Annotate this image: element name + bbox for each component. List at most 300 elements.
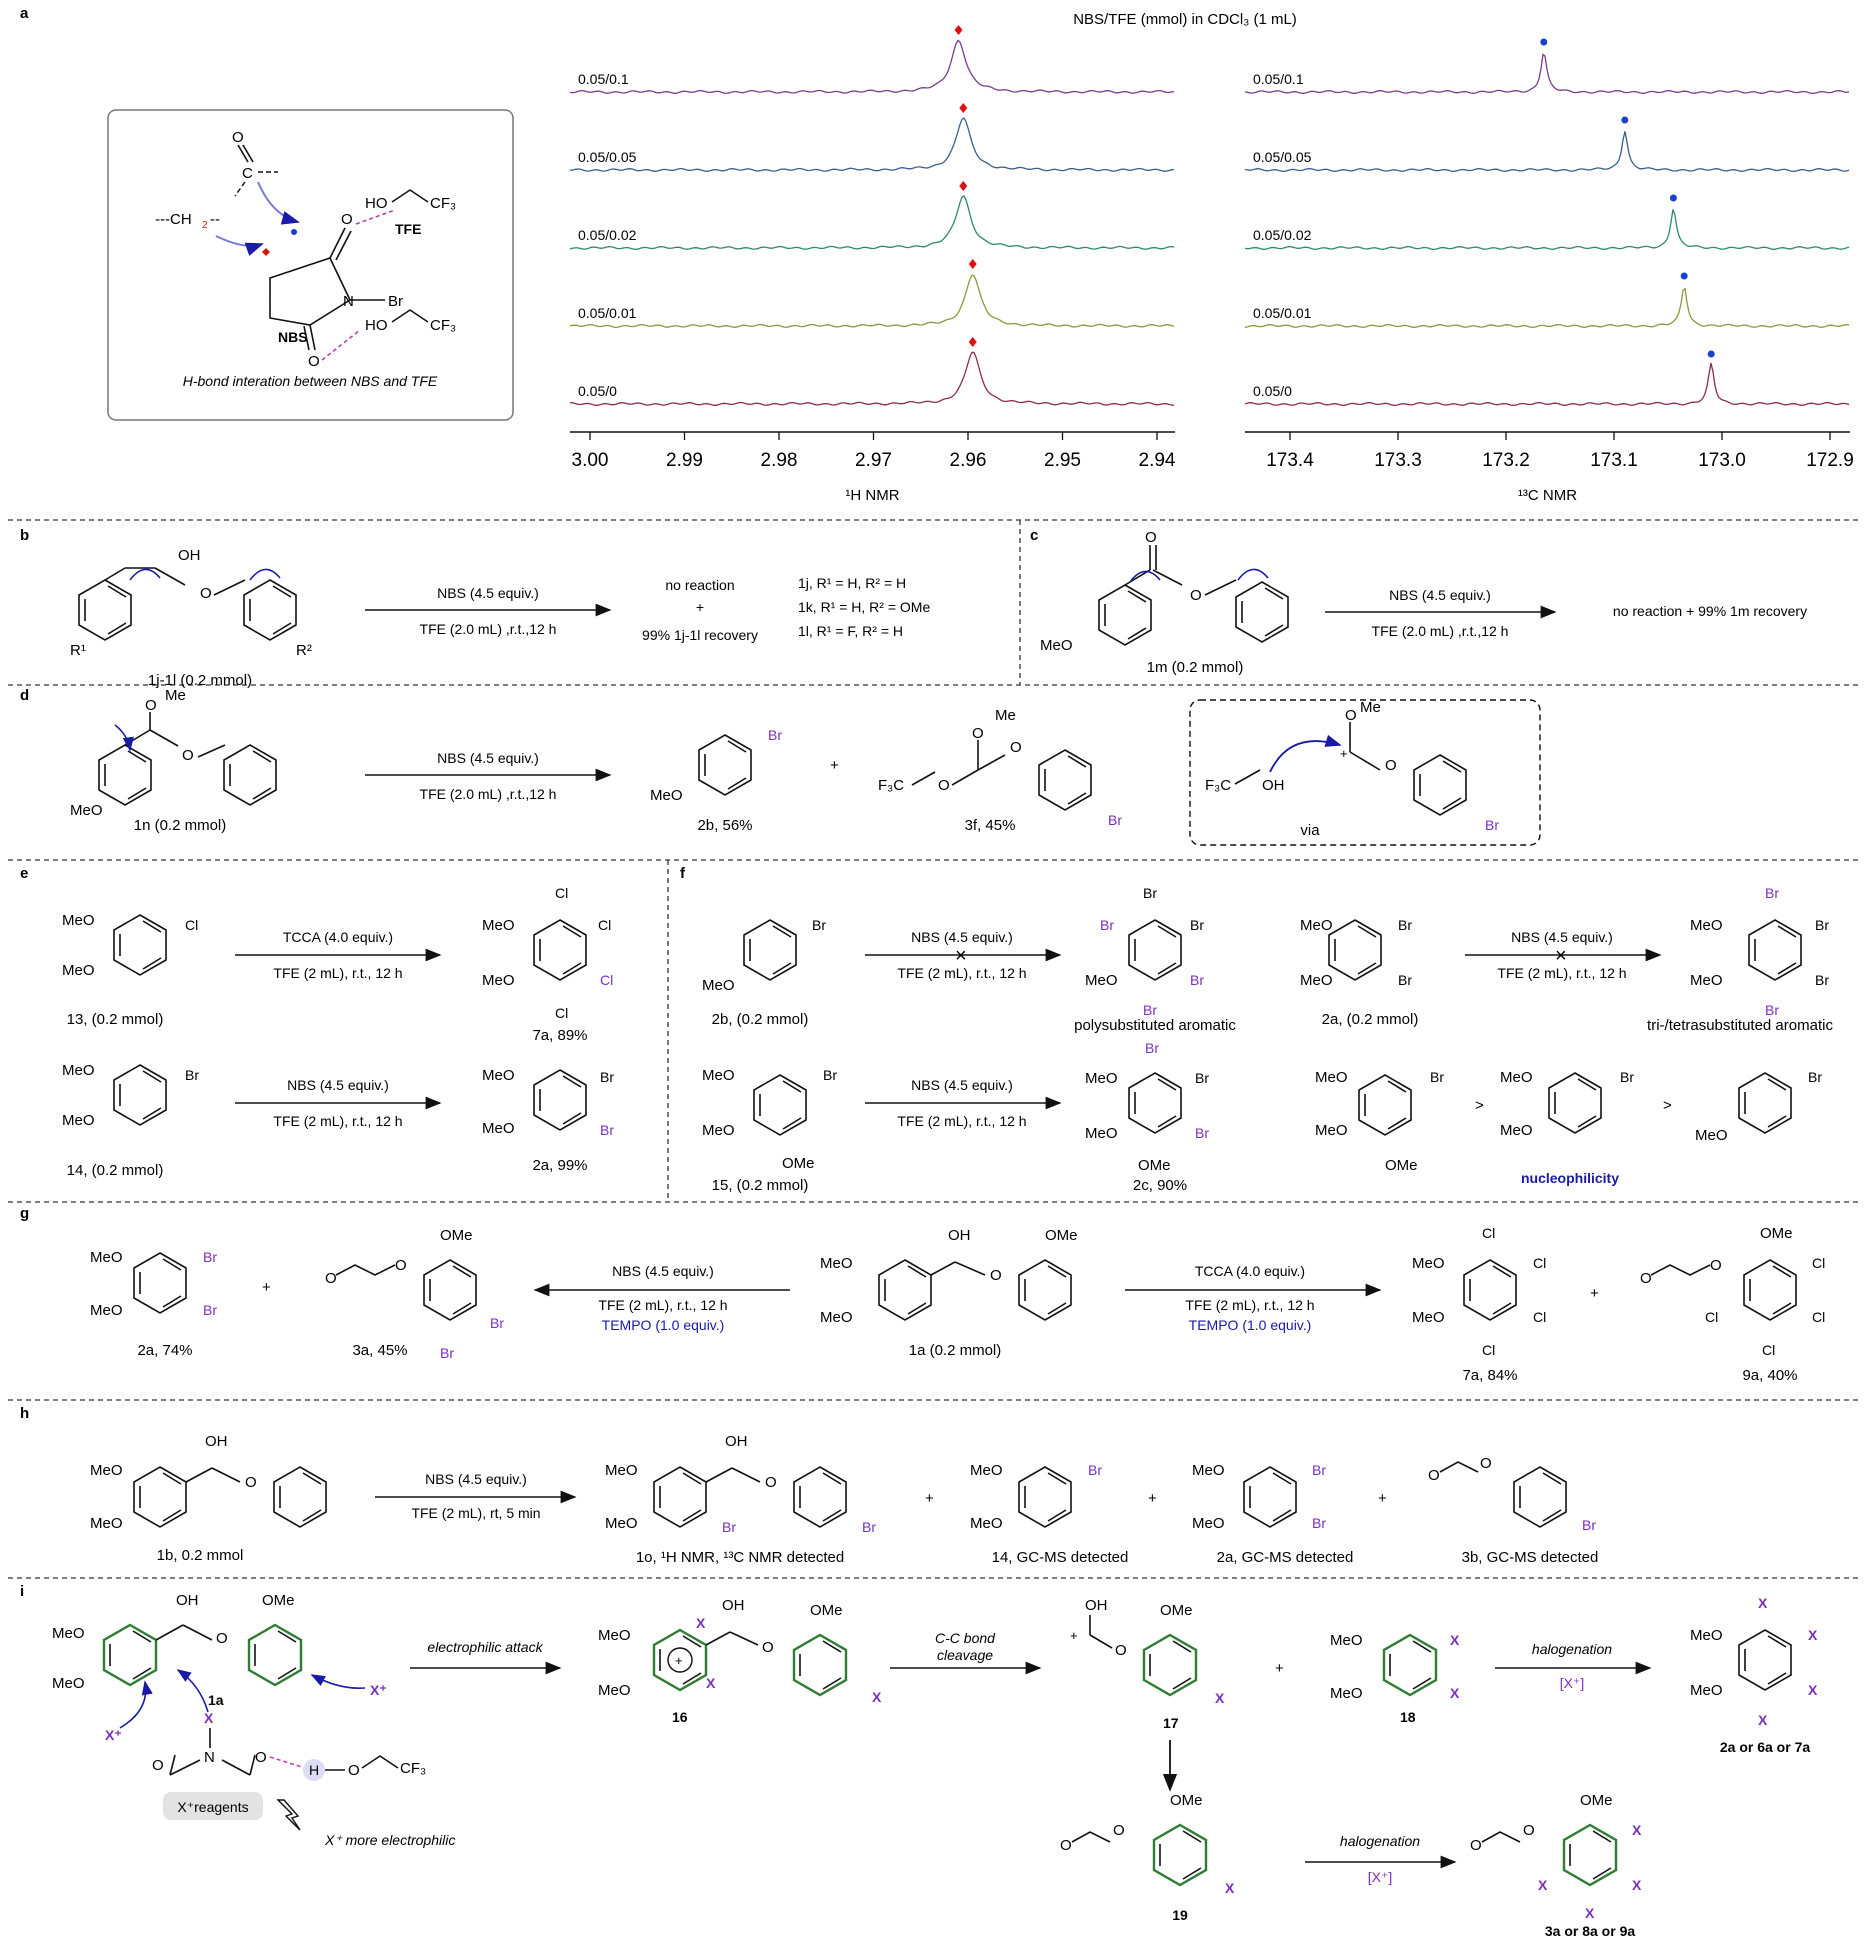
trace-label: 0.05/0 <box>578 383 617 399</box>
svg-text:OMe: OMe <box>810 1602 843 1619</box>
svg-text:MeO: MeO <box>605 1462 638 1479</box>
svg-text:HO: HO <box>365 195 388 212</box>
svg-text:MeO: MeO <box>1412 1255 1445 1272</box>
svg-text:TFE (2 mL), r.t., 12 h: TFE (2 mL), r.t., 12 h <box>1497 965 1627 981</box>
svg-text:O: O <box>938 777 950 794</box>
svg-text:Br: Br <box>1430 1069 1444 1085</box>
svg-text:CF₃: CF₃ <box>430 195 457 212</box>
svg-text:99% 1j-1l recovery: 99% 1j-1l recovery <box>642 627 758 643</box>
panel-f <box>680 865 1833 1194</box>
svg-text:+: + <box>1275 1660 1284 1677</box>
svg-text:Cl: Cl <box>1482 1342 1496 1358</box>
svg-text:X: X <box>872 1689 882 1705</box>
panel-d <box>20 687 1540 845</box>
svg-text:Cl: Cl <box>1482 1225 1496 1241</box>
svg-text:OH: OH <box>1262 777 1285 794</box>
svg-text:Br: Br <box>1312 1462 1326 1478</box>
svg-text:OMe: OMe <box>1160 1602 1193 1619</box>
svg-text:Cl: Cl <box>598 917 612 933</box>
svg-text:MeO: MeO <box>52 1625 85 1642</box>
svg-text:MeO: MeO <box>598 1682 631 1699</box>
svg-text:3a, 45%: 3a, 45% <box>352 1342 408 1359</box>
svg-text:9a, 40%: 9a, 40% <box>1742 1367 1798 1384</box>
trace-label: 0.05/0 <box>1253 383 1292 399</box>
svg-text:Br: Br <box>1765 885 1779 901</box>
svg-text:O: O <box>325 1270 337 1287</box>
svg-text:tri-/tetrasubstituted aromatic: tri-/tetrasubstituted aromatic <box>1647 1017 1833 1034</box>
svg-text:MeO: MeO <box>62 1062 95 1079</box>
svg-text:OH: OH <box>1085 1597 1108 1614</box>
svg-text:NBS (4.5 equiv.): NBS (4.5 equiv.) <box>911 929 1013 945</box>
svg-text:i: i <box>20 1583 25 1600</box>
svg-text:polysubstituted aromatic: polysubstituted aromatic <box>1074 1017 1236 1034</box>
svg-text:O: O <box>1145 529 1157 546</box>
svg-text:1o, ¹H NMR, ¹³C NMR detected: 1o, ¹H NMR, ¹³C NMR detected <box>635 1549 845 1566</box>
svg-text:F₃C: F₃C <box>878 777 905 794</box>
svg-text:MeO: MeO <box>90 1515 123 1532</box>
svg-text:TEMPO (1.0 equiv.): TEMPO (1.0 equiv.) <box>1188 1317 1312 1333</box>
svg-text:MeO: MeO <box>1695 1127 1728 1144</box>
svg-text:O: O <box>972 725 984 742</box>
svg-text:1l, R¹ = F, R² = H: 1l, R¹ = F, R² = H <box>798 623 904 639</box>
tick-label: 2.97 <box>855 450 892 471</box>
svg-text:no reaction + 99% 1m recov: no reaction + 99% 1m recovery <box>1612 603 1808 619</box>
svg-text:TFE (2.0 mL) ,r.t.,12 h: TFE (2.0 mL) ,r.t.,12 h <box>1371 623 1509 639</box>
svg-text:X: X <box>1215 1690 1225 1706</box>
svg-text:Br: Br <box>1312 1515 1326 1531</box>
svg-text:14, (0.2 mmol): 14, (0.2 mmol) <box>66 1162 164 1179</box>
spectrum-trace <box>570 40 1174 93</box>
svg-text:cleavage: cleavage <box>936 1647 994 1663</box>
svg-text:+: + <box>1340 746 1348 761</box>
svg-text:MeO: MeO <box>1500 1069 1533 1086</box>
svg-text:Br: Br <box>1398 917 1412 933</box>
panel-b <box>20 527 930 689</box>
peak-marker <box>1621 117 1628 124</box>
svg-text:15, (0.2 mmol): 15, (0.2 mmol) <box>711 1177 809 1194</box>
svg-text:Br: Br <box>440 1345 454 1361</box>
svg-text:Cl: Cl <box>1812 1255 1826 1271</box>
svg-text:O: O <box>1385 757 1397 774</box>
svg-text:X: X <box>1632 1822 1642 1838</box>
svg-text:Br: Br <box>1620 1069 1634 1085</box>
svg-text:MeO: MeO <box>650 787 683 804</box>
axis-label: ¹³C NMR <box>1517 487 1578 504</box>
tick-label: 2.94 <box>1138 450 1176 471</box>
svg-text:MeO: MeO <box>482 972 515 989</box>
svg-text:+: + <box>1590 1285 1599 1302</box>
svg-text:+: + <box>830 757 839 774</box>
svg-text:X: X <box>706 1675 716 1691</box>
svg-text:1n (0.2 mmol): 1n (0.2 mmol) <box>133 817 227 834</box>
svg-text:MeO: MeO <box>1085 972 1118 989</box>
svg-text:h: h <box>20 1405 30 1422</box>
label-19: 19 <box>1172 1907 1188 1923</box>
trace-label: 0.05/0.01 <box>1253 305 1312 321</box>
svg-text:MeO: MeO <box>1330 1632 1363 1649</box>
svg-text:MeO: MeO <box>1040 637 1073 654</box>
svg-text:Br: Br <box>1815 917 1829 933</box>
nbs-structure <box>155 129 456 370</box>
spectrum-trace <box>1245 363 1849 405</box>
svg-text:F₃C: F₃C <box>1205 777 1232 794</box>
svg-text:Br: Br <box>1143 1002 1157 1018</box>
svg-text:+: + <box>695 599 705 615</box>
svg-text:O: O <box>1523 1822 1535 1839</box>
peak-marker <box>959 181 967 191</box>
svg-text:OMe: OMe <box>1385 1157 1418 1174</box>
trace-label: 0.05/0.05 <box>1253 149 1312 165</box>
peak-marker <box>1681 273 1688 280</box>
svg-text:TFE (2 mL), r.t., 12 h: TFE (2 mL), r.t., 12 h <box>273 965 403 981</box>
svg-text:OMe: OMe <box>1170 1792 1203 1809</box>
peak-marker <box>959 103 967 113</box>
svg-text:H: H <box>309 1762 320 1778</box>
svg-text:TCCA (4.0 equiv.): TCCA (4.0 equiv.) <box>1194 1263 1306 1279</box>
peak-marker <box>1670 195 1677 202</box>
svg-text:MeO: MeO <box>820 1309 853 1326</box>
svg-text:NBS (4.5 equiv.): NBS (4.5 equiv.) <box>1389 587 1491 603</box>
svg-text:no reaction: no reaction <box>665 577 735 593</box>
svg-text:b: b <box>20 527 30 544</box>
svg-text:X: X <box>1585 1905 1595 1921</box>
svg-text:X: X <box>1450 1632 1460 1648</box>
svg-text:O: O <box>1640 1270 1652 1287</box>
svg-text:Br: Br <box>1398 972 1412 988</box>
svg-text:MeO: MeO <box>52 1675 85 1692</box>
reagents-label: X⁺reagents <box>177 1799 249 1815</box>
svg-text:MeO: MeO <box>820 1255 853 1272</box>
svg-text:Br: Br <box>1808 1069 1822 1085</box>
svg-text:1a (0.2 mmol): 1a (0.2 mmol) <box>908 1342 1002 1359</box>
svg-text:O: O <box>1345 707 1357 724</box>
svg-text:Cl: Cl <box>555 885 569 901</box>
spectrum-trace <box>570 275 1174 327</box>
svg-text:halogenation: halogenation <box>1531 1641 1613 1657</box>
svg-text:O: O <box>990 1267 1002 1284</box>
svg-text:MeO: MeO <box>970 1515 1003 1532</box>
svg-text:2b, 56%: 2b, 56% <box>697 817 753 834</box>
svg-text:N: N <box>204 1749 215 1766</box>
peak-marker <box>969 259 977 269</box>
hbond-caption: H-bond interation between NBS and TFE <box>182 373 438 389</box>
svg-text:MeO: MeO <box>1085 1125 1118 1142</box>
tick-label: 173.0 <box>1698 450 1746 471</box>
svg-text:OMe: OMe <box>1138 1157 1171 1174</box>
svg-text:Me: Me <box>1360 699 1381 716</box>
svg-text:MeO: MeO <box>598 1627 631 1644</box>
svg-text:OMe: OMe <box>782 1155 815 1172</box>
spectrum-trace <box>1245 289 1849 328</box>
svg-text:MeO: MeO <box>1690 1682 1723 1699</box>
svg-text:MeO: MeO <box>1300 917 1333 934</box>
svg-text:3b, GC-MS detected: 3b, GC-MS detected <box>1461 1549 1599 1566</box>
svg-text:1m (0.2 mmol): 1m (0.2 mmol) <box>1146 659 1244 676</box>
svg-text:Cl: Cl <box>1812 1309 1826 1325</box>
svg-text:OMe: OMe <box>1580 1792 1613 1809</box>
svg-text:1b, 0.2 mmol: 1b, 0.2 mmol <box>156 1547 244 1564</box>
panel-g <box>20 1205 1825 1384</box>
svg-text:X: X <box>1538 1877 1548 1893</box>
spectrum-trace <box>570 118 1174 171</box>
svg-text:Br: Br <box>1582 1517 1596 1533</box>
svg-text:O: O <box>348 1762 360 1779</box>
svg-text:MeO: MeO <box>702 1067 735 1084</box>
svg-text:O: O <box>200 585 212 602</box>
trace-label: 0.05/0.02 <box>1253 227 1312 243</box>
svg-text:Br: Br <box>823 1067 837 1083</box>
svg-text:MeO: MeO <box>482 917 515 934</box>
svg-text:g: g <box>20 1205 30 1222</box>
svg-text:O: O <box>1190 587 1202 604</box>
svg-text:O: O <box>145 697 157 714</box>
svg-text:X⁺: X⁺ <box>370 1682 387 1698</box>
svg-text:2a, 99%: 2a, 99% <box>532 1157 588 1174</box>
svg-text:MeO: MeO <box>482 1067 515 1084</box>
svg-text:NBS (4.5 equiv.): NBS (4.5 equiv.) <box>612 1263 714 1279</box>
svg-text:MeO: MeO <box>62 1112 95 1129</box>
peak-marker <box>1540 39 1547 46</box>
svg-text:O: O <box>1113 1822 1125 1839</box>
svg-text:Br: Br <box>768 727 782 743</box>
svg-text:MeO: MeO <box>1192 1462 1225 1479</box>
svg-text:Cl: Cl <box>600 972 614 988</box>
svg-text:Br: Br <box>600 1122 614 1138</box>
svg-text:Br: Br <box>1190 917 1204 933</box>
svg-text:O: O <box>395 1257 407 1274</box>
svg-text:OH: OH <box>722 1597 745 1614</box>
svg-text:HO: HO <box>365 317 388 334</box>
svg-text:O: O <box>255 1749 267 1766</box>
svg-text:MeO: MeO <box>1500 1122 1533 1139</box>
svg-text:via: via <box>1300 822 1320 839</box>
svg-text:MeO: MeO <box>70 802 103 819</box>
svg-text:O: O <box>1115 1642 1127 1659</box>
svg-text:MeO: MeO <box>702 977 735 994</box>
svg-text:MeO: MeO <box>1192 1515 1225 1532</box>
svg-text:MeO: MeO <box>1690 1627 1723 1644</box>
svg-text:[X⁺]: [X⁺] <box>1559 1675 1585 1691</box>
svg-text:CF₃: CF₃ <box>400 1760 427 1777</box>
svg-text:2b, (0.2 mmol): 2b, (0.2 mmol) <box>711 1011 809 1028</box>
svg-text:MeO: MeO <box>1412 1309 1445 1326</box>
tick-label: 173.1 <box>1590 450 1638 471</box>
svg-text:X: X <box>1808 1627 1818 1643</box>
peak-marker <box>955 25 963 35</box>
tfe-label: TFE <box>395 221 422 237</box>
svg-text:O: O <box>232 129 244 146</box>
svg-text:OH: OH <box>178 547 201 564</box>
svg-text:Cl: Cl <box>1705 1309 1719 1325</box>
svg-text:NBS (4.5 equiv.): NBS (4.5 equiv.) <box>437 585 539 601</box>
svg-text:TFE (2.0 mL) ,r.t.,12 h: TFE (2.0 mL) ,r.t.,12 h <box>419 621 557 637</box>
svg-text:TFE (2 mL), r.t., 12 h: TFE (2 mL), r.t., 12 h <box>1185 1297 1315 1313</box>
h-nmr-spectrum <box>570 25 1176 504</box>
svg-text:N: N <box>343 293 354 310</box>
c-nmr-spectrum <box>1245 39 1854 505</box>
trace-label: 0.05/0.1 <box>1253 71 1304 87</box>
svg-text:MeO: MeO <box>90 1302 123 1319</box>
svg-text:NBS (4.5 equiv.): NBS (4.5 equiv.) <box>287 1077 389 1093</box>
svg-text:Br: Br <box>862 1519 876 1535</box>
svg-text:1k, R¹ = H, R² = OMe: 1k, R¹ = H, R² = OMe <box>798 599 931 615</box>
svg-text:X: X <box>1225 1880 1235 1896</box>
svg-text:MeO: MeO <box>1315 1069 1348 1086</box>
svg-text:NBS (4.5 equiv.): NBS (4.5 equiv.) <box>437 750 539 766</box>
svg-text:Br: Br <box>1088 1462 1102 1478</box>
svg-text:×: × <box>955 945 967 967</box>
svg-text:O: O <box>765 1474 777 1491</box>
svg-text:TFE (2 mL), rt, 5 min: TFE (2 mL), rt, 5 min <box>411 1505 541 1521</box>
svg-text:Br: Br <box>1195 1125 1209 1141</box>
svg-text:MeO: MeO <box>970 1462 1003 1479</box>
svg-text:NBS (4.5 equiv.): NBS (4.5 equiv.) <box>425 1471 527 1487</box>
svg-text:O: O <box>762 1639 774 1656</box>
svg-text:X: X <box>1808 1682 1818 1698</box>
svg-text:Br: Br <box>1108 812 1122 828</box>
svg-text:O: O <box>182 747 194 764</box>
svg-text:X: X <box>1450 1685 1460 1701</box>
svg-text:Me: Me <box>165 687 186 704</box>
svg-text:X⁺: X⁺ <box>105 1727 122 1743</box>
svg-text:Cl: Cl <box>1762 1342 1776 1358</box>
svg-text:O: O <box>341 211 353 228</box>
svg-text:NBS (4.5 equiv.): NBS (4.5 equiv.) <box>911 1077 1013 1093</box>
svg-text:MeO: MeO <box>90 1249 123 1266</box>
svg-text:TFE (2 mL), r.t., 12 h: TFE (2 mL), r.t., 12 h <box>897 965 1027 981</box>
label-18: 18 <box>1400 1709 1416 1725</box>
svg-text:Br: Br <box>1145 1040 1159 1056</box>
svg-text:×: × <box>1555 945 1567 967</box>
label-prod2: 3a or 8a or 9a <box>1544 1923 1636 1939</box>
svg-text:2c, 90%: 2c, 90% <box>1132 1177 1188 1194</box>
svg-text:>: > <box>1475 1097 1484 1114</box>
svg-text:Br: Br <box>1485 817 1499 833</box>
svg-text:Br: Br <box>1195 1070 1209 1086</box>
svg-text:Br: Br <box>600 1069 614 1085</box>
trace-label: 0.05/0.02 <box>578 227 637 243</box>
spectrum-trace <box>570 196 1174 249</box>
label-1a: 1a <box>208 1692 224 1708</box>
svg-text:OMe: OMe <box>440 1227 473 1244</box>
panel-e <box>20 865 614 1179</box>
svg-text:MeO: MeO <box>62 912 95 929</box>
panel-letter-a: a <box>20 5 29 22</box>
svg-text:MeO: MeO <box>702 1122 735 1139</box>
svg-text:Br: Br <box>388 293 403 310</box>
svg-text:2: 2 <box>202 220 208 231</box>
svg-text:e: e <box>20 865 29 882</box>
svg-text:+: + <box>925 1490 934 1507</box>
svg-text:CF₃: CF₃ <box>430 317 457 334</box>
svg-text:X: X <box>204 1710 214 1726</box>
trace-label: 0.05/0.1 <box>578 71 629 87</box>
tick-label: 3.00 <box>571 450 609 471</box>
svg-text:Br: Br <box>203 1249 217 1265</box>
svg-text:+: + <box>1070 1628 1078 1643</box>
svg-text:OMe: OMe <box>1045 1227 1078 1244</box>
svg-text:X: X <box>1758 1712 1768 1728</box>
more-electrophilic: X⁺ more electrophilic <box>325 1832 456 1848</box>
svg-text:Br: Br <box>1190 972 1204 988</box>
svg-text:R¹: R¹ <box>70 642 86 659</box>
svg-text:Br: Br <box>1100 917 1114 933</box>
svg-text:c: c <box>1030 527 1039 544</box>
svg-text:13, (0.2 mmol): 13, (0.2 mmol) <box>66 1011 164 1028</box>
svg-text:Br: Br <box>722 1519 736 1535</box>
svg-text:1j, R¹ = H, R² = H: 1j, R¹ = H, R² = H <box>798 575 907 591</box>
nucleophilicity-label: nucleophilicity <box>1520 1170 1620 1186</box>
spectrum-trace <box>1245 55 1849 94</box>
peak-marker <box>969 337 977 347</box>
svg-text:OH: OH <box>725 1433 748 1450</box>
tick-label: 173.2 <box>1482 450 1530 471</box>
tick-label: 2.99 <box>666 450 703 471</box>
svg-text:C: C <box>242 165 253 182</box>
svg-text:O: O <box>308 353 320 370</box>
svg-text:TFE (2 mL), r.t., 12 h: TFE (2 mL), r.t., 12 h <box>273 1113 403 1129</box>
svg-text:TFE (2.0 mL) ,r.t.,12 h: TFE (2.0 mL) ,r.t.,12 h <box>419 786 557 802</box>
svg-text:O: O <box>1060 1837 1072 1854</box>
svg-text:TCCA (4.0 equiv.): TCCA (4.0 equiv.) <box>282 929 394 945</box>
svg-text:+: + <box>262 1279 271 1296</box>
label-17: 17 <box>1163 1715 1179 1731</box>
svg-text:Br: Br <box>1143 885 1157 901</box>
panel-h <box>20 1405 1598 1566</box>
svg-text:Cl: Cl <box>1533 1255 1547 1271</box>
svg-text:7a, 84%: 7a, 84% <box>1462 1367 1518 1384</box>
label-prod1: 2a or 6a or 7a <box>1719 1739 1811 1755</box>
svg-text:f: f <box>680 865 685 882</box>
svg-text:Cl: Cl <box>1533 1309 1547 1325</box>
svg-text:+: + <box>1378 1490 1387 1507</box>
svg-text:+: + <box>1148 1490 1157 1507</box>
trace-label: 0.05/0.05 <box>578 149 637 165</box>
svg-text:---CH: ---CH <box>155 211 192 228</box>
svg-text:[X⁺]: [X⁺] <box>1367 1869 1393 1885</box>
svg-text:OH: OH <box>205 1433 228 1450</box>
svg-text:1j-1l (0.2 mmol): 1j-1l (0.2 mmol) <box>147 672 253 689</box>
svg-text:2a, GC-MS detected: 2a, GC-MS detected <box>1216 1549 1354 1566</box>
svg-text:14, GC-MS detected: 14, GC-MS detected <box>991 1549 1129 1566</box>
svg-text:>: > <box>1663 1097 1672 1114</box>
nmr-title: NBS/TFE (mmol) in CDCl₃ (1 mL) <box>1073 11 1297 28</box>
svg-text:O: O <box>1710 1257 1722 1274</box>
tick-label: 2.96 <box>949 450 987 471</box>
svg-text:OH: OH <box>948 1227 971 1244</box>
axis-label: ¹H NMR <box>845 487 900 504</box>
tick-label: 2.98 <box>760 450 798 471</box>
svg-text:2a, 74%: 2a, 74% <box>137 1342 193 1359</box>
svg-text:Br: Br <box>812 917 826 933</box>
svg-text:Br: Br <box>1815 972 1829 988</box>
svg-text:--: -- <box>210 211 220 228</box>
svg-text:+: + <box>675 1653 683 1668</box>
tick-label: 2.95 <box>1044 450 1081 471</box>
svg-text:C-C bond: C-C bond <box>935 1630 995 1646</box>
svg-text:electrophilic attack: electrophilic attack <box>427 1639 543 1655</box>
svg-text:MeO: MeO <box>1300 972 1333 989</box>
svg-text:Me: Me <box>995 707 1016 724</box>
svg-text:X: X <box>1758 1595 1768 1611</box>
svg-text:Br: Br <box>490 1315 504 1331</box>
svg-text:halogenation: halogenation <box>1339 1833 1421 1849</box>
svg-text:Cl: Cl <box>185 917 199 933</box>
svg-text:d: d <box>20 687 30 704</box>
nbs-label: NBS <box>278 329 308 345</box>
svg-text:TEMPO (1.0 equiv.): TEMPO (1.0 equiv.) <box>601 1317 725 1333</box>
svg-text:O: O <box>245 1474 257 1491</box>
